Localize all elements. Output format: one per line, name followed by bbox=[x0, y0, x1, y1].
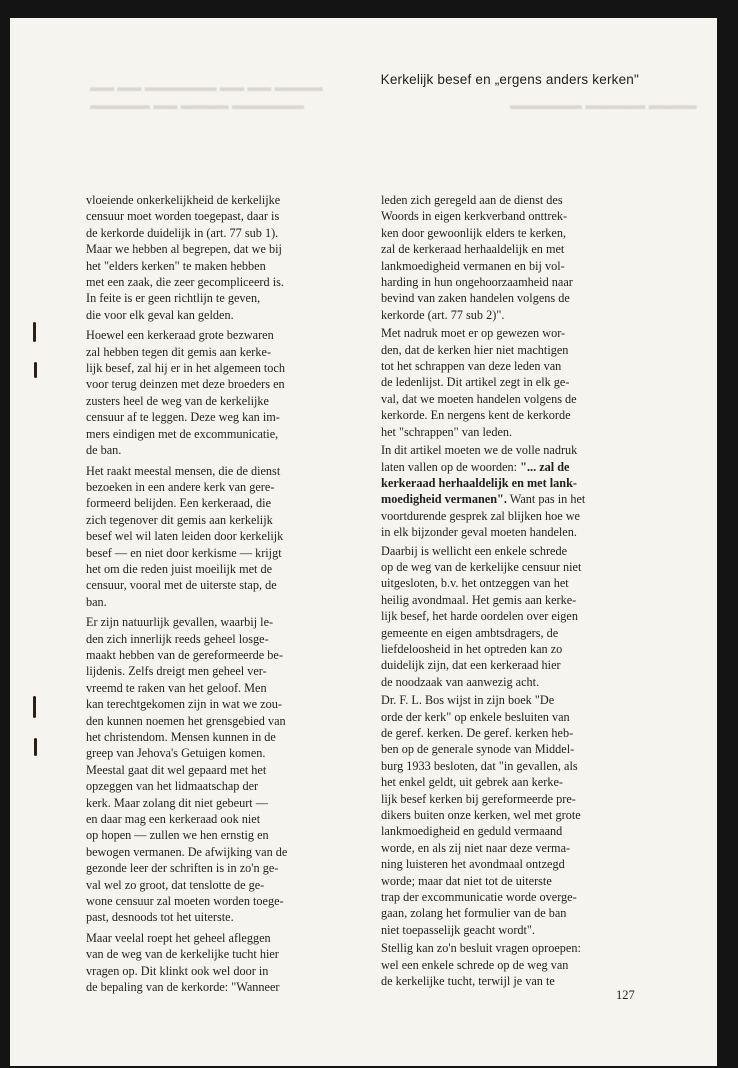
paragraph: Er zijn natuurlijk gevallen, waarbij le- den zich innerlijk reeds geheel losge- maakt hebben van de gereformeerde be- lijdenis. Zelfs dreigt men geheel ver- vreemd te raken van het geloof. Men kan terechtgekomen zijn in wat we zou- den kunnen noemen het grensgebied van het christendom. Mensen kunnen in de greep van Jehova's Getuigen komen. Meestal gaat dit wel gepaard met het opzeggen van het lidmaatschap der kerk. Maar zolang dit niet gebeurt — en daar mag een kerkeraad ook niet op hopen — zullen we hen ernstig en bewogen vermanen. De afwijking van de gezonde leer der schriften is in zo'n ge- val wel zo groot, dat tenslotte de ge- wone censuur zal moeten worden toege- past, desnoods tot het uiterste. bbox=[86, 615, 288, 925]
right-column bbox=[381, 192, 635, 992]
binding-mark bbox=[33, 322, 36, 342]
running-header: Kerkelijk besef en „ergens anders kerken" bbox=[380, 72, 639, 87]
paragraph: Het raakt meestal mensen, die de dienst bezoeken in een andere kerk van gere- formeerd belijden. Een kerkeraad, die zich tegenover dit gemis aan kerkelijk besef wel wil laten leiden door kerkelijk besef — en niet door kerkisme — krijgt het om die reden juist moeilijk met de censuur, vooral met de uiterste stap, de ban. bbox=[86, 463, 284, 609]
paragraph: leden zich geregeld aan de dienst des Woords in eigen kerkverband onttrek- ken door gewoonlijk elders te kerken, zal de kerkeraad herhaaldelijk en met lankmoedigheid vermanen en bij vol- harding in hun ongehoorzaamheid naar bevind van zaken handelen volgens de kerkorde (art. 77 sub 2)". bbox=[381, 193, 573, 322]
page-number: 127 bbox=[616, 988, 635, 1002]
paragraph bbox=[381, 442, 635, 540]
show-through-text: ▬▬▬▬▬ ▬▬ ▬▬▬▬ ▬▬▬▬▬▬ bbox=[90, 98, 305, 112]
left-column bbox=[86, 192, 340, 1000]
document-page bbox=[10, 18, 717, 1066]
paragraph: Hoewel een kerkeraad grote bezwaren zal hebben tegen dit gemis aan kerke- lijk besef, zal hij er in het algemeen toch voor terug deinzen met deze broeders en zusters heel de weg van de kerkelijke censuur af te leggen. Deze weg kan im- mers eindigen met de excommunicatie, de ban. bbox=[86, 328, 285, 458]
paragraph: Dr. F. L. Bos wijst in zijn boek "De orde der kerk" op enkele besluiten van de geref. kerken. De geref. kerken heb- ben op de generale synode van Middel- burg 1933 besloten, dat "in gevallen, als het enkel geldt, uit gebrek aan kerke- lijk besef kerken bij gereformeerde pre- dikers buiten onze kerken, wel met grote lankmoedigheid en geduld vermaand worde, en als zij niet naar deze verma- ning luisteren het avondmaal ontzegd worde; maar dat niet tot de uiterste trap der excommunicatie worde overge- gaan, zolang het formulier van de ban niet toepasselijk geacht wordt". bbox=[381, 693, 581, 937]
binding-mark bbox=[33, 696, 36, 718]
paragraph-text: In dit artikel moeten we de volle nadruk laten vallen op de woorden: bbox=[381, 443, 578, 474]
binding-mark bbox=[34, 362, 37, 378]
paragraph: Maar veelal roept het geheel afleggen van de weg van de kerkelijke tucht hier vragen op. Dit klinkt ook wel door in de bepaling van de kerkorde: "Wanneer bbox=[86, 930, 280, 995]
paragraph: Stellig kan zo'n besluit vragen oproepen: wel een enkele schrede op de weg van de kerkelijke tucht, terwijl je van te bbox=[381, 941, 581, 989]
paragraph: Met nadruk moet er op gewezen wor- den, dat de kerken hier niet machtigen tot het schrappen van deze leden van de ledenlijst. Dit artikel zegt in elk ge- val, dat we moeten handelen volgens de kerkorde. En nergens kent de kerkorde het "schrappen" van leden. bbox=[381, 326, 577, 439]
show-through-text: ▬▬ ▬▬ ▬▬▬▬▬▬ ▬▬ ▬▬ ▬▬▬▬ bbox=[90, 80, 323, 94]
emphasized-quote: "... zal de kerkeraad herhaaldelijk en met lank- moedigheid vermanen". bbox=[381, 459, 577, 507]
paragraph: vloeiende onkerkelijkheid de kerkelijke censuur moet worden toegepast, daar is de kerkorde duidelijk in (art. 77 sub 1). Maar we hebben al begrepen, dat we bij het "elders kerken" te maken hebben met een zaak, die zeer gecompliceerd is. In feite is er geen richtlijn te geven, die voor elk geval kan gelden. bbox=[86, 193, 284, 322]
paragraph: Daarbij is wellicht een enkele schrede op de weg van de kerkelijke censuur niet uitgesloten, b.v. het ontzeggen van het heilig avondmaal. Het gemis aan kerke- lijk besef, het harde oordelen over eigen gemeente en eigen ambtsdragers, de liefdeloosheid in het optreden kan zo duidelijk zijn, dat een kerkeraad hier de noodzaak van aanwezig acht. bbox=[381, 543, 582, 689]
paragraph-text: Want pas in het voortdurende gesprek zal blijken hoe we in elk bijzonder geval moeten handelen. bbox=[381, 492, 586, 540]
show-through-text: ▬▬▬▬▬▬ ▬▬▬▬▬ ▬▬▬▬ bbox=[510, 98, 697, 112]
binding-mark bbox=[34, 738, 37, 756]
